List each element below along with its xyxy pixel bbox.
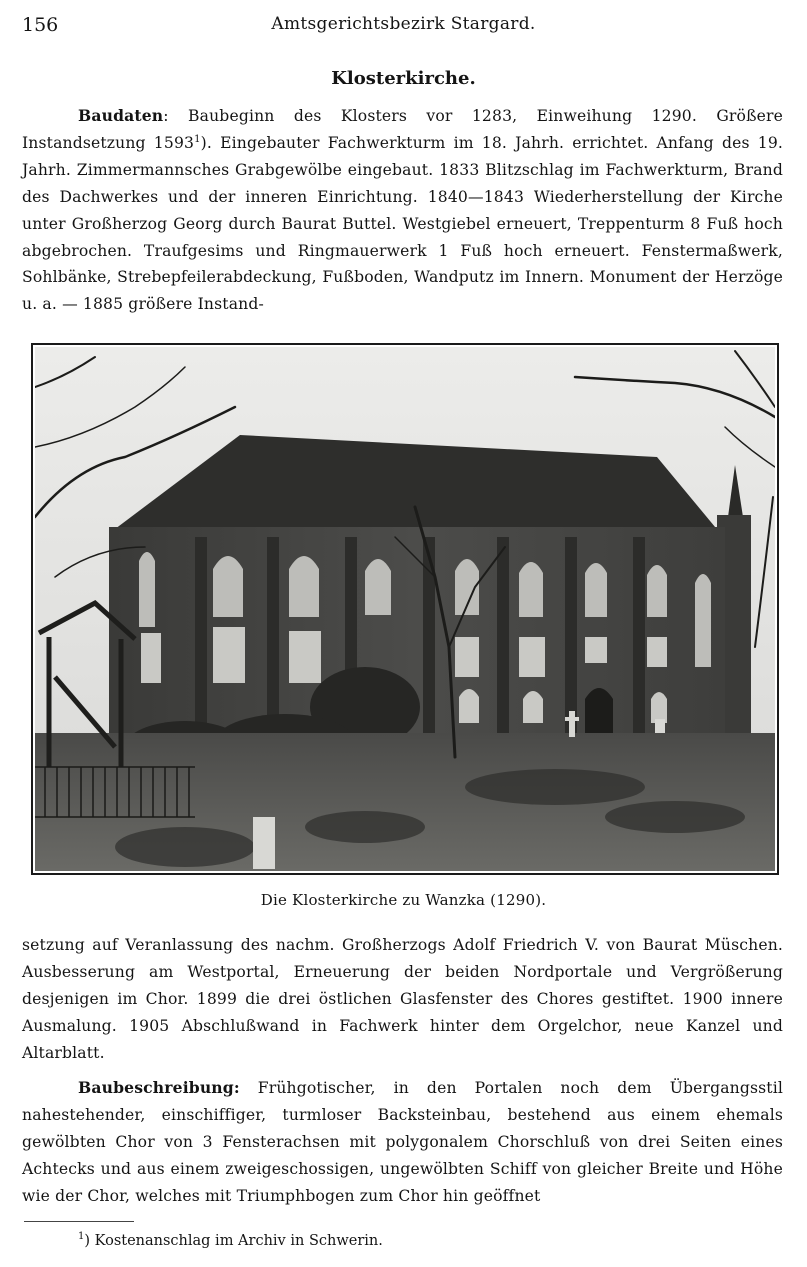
- paragraph-baudaten: [22, 103, 783, 318]
- footnote-mark: 1: [78, 1231, 85, 1243]
- footnote-text: ) Kostenanschlag im Archiv in Schwerin.: [84, 1233, 383, 1249]
- page-number: 156: [22, 14, 59, 36]
- footnote-divider: [24, 1221, 134, 1222]
- page-header: [22, 14, 785, 40]
- paragraph-continuation: setzung auf Veranlassung des nachm. Großherzogs Adolf Friedrich V. von Baurat Müschen. Ausbesserung am Westportal, Erneuerung der beiden Nordportale und Vergrößerung desjenigen im Chor. 1899 die drei östlichen Glasfenster des Chores gestiftet. 1900 innere Ausmalung. 1905 Abschlußwand in Fachwerk hinter dem Orgelchor, neue Kanzel und Altarblatt.: [22, 936, 783, 1062]
- baubeschreibung-lead: Baubeschreibung:: [78, 1078, 240, 1097]
- footnote: [78, 1233, 383, 1249]
- baudaten-text-b: ). Eingebauter Fachwerkturm im 18. Jahrh. errichtet. Anfang des 19. Jahrh. Zimmermannsches Grabgewölbe eingebaut. 1833 Blitzschlag im Fachwerkturm, Brand des Dachwerkes und der inneren Einrichtung. 1840—1843 Wiederherstellung der Kirche unter Großherzog Georg durch Baurat Buttel. Westgiebel erneuert, Treppenturm 8 Fuß hoch abgebrochen. Traufgesims und Ringmauerwerk 1 Fuß hoch erneuert. Fenstermaßwerk, Sohlbänke, Strebepfeilerabdeckung, Fußboden, Wandputz im Innern. Monument der Herzöge u. a. — 1885 größere Instand-: [22, 133, 783, 314]
- section-title: Klosterkirche.: [331, 68, 476, 89]
- church-photo-image: [35, 347, 775, 871]
- church-photograph: [31, 343, 779, 875]
- figure-caption: Die Klosterkirche zu Wanzka (1290).: [260, 891, 547, 909]
- baudaten-lead: Baudaten: [78, 106, 164, 125]
- baubeschreibung-text: Frühgotischer, in den Portalen noch dem Übergangsstil nahestehender, einschiffiger, turmloser Backsteinbau, bestehend aus einem ehemals gewölbten Chor von 3 Fensterachsen mit polygonalem Chorschluß von drei Seiten eines Achtecks und aus einem zweigeschossigen, ungewölbten Schiff von gleicher Breite und Höhe wie der Chor, welches mit Triumphbogen zum Chor hin geöffnet: [22, 1079, 783, 1205]
- footnote-reference[interactable]: 1: [194, 133, 201, 145]
- paragraph-baubeschreibung: [22, 1075, 783, 1210]
- baudaten-text-a: : Baubeginn des Klosters vor 1283, Einweihung 1290. Größere Instandsetzung 1593: [22, 107, 783, 152]
- running-title: Amtsgerichtsbezirk Stargard.: [271, 14, 536, 34]
